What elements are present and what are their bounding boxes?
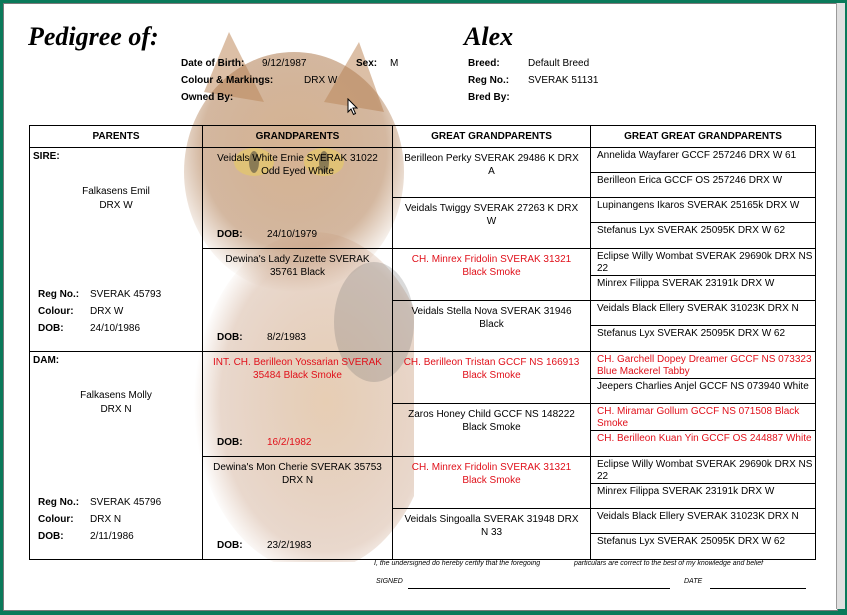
great-great-grandparent-cell — [591, 534, 816, 560]
grandparent-cell — [203, 457, 393, 560]
sire-dob-label: DOB: — [38, 323, 64, 334]
dam-colour-short: DRX N — [100, 404, 132, 415]
sire-cell — [30, 148, 203, 352]
ggg-name: Stefanus Lyx SVERAK 25095K DRX W 62 — [597, 328, 786, 339]
great-grandparent-name: CH. Minrex Fridolin SVERAK 31321 Black Smoke — [411, 254, 572, 278]
ggg-name: Berilleon Erica GCCF OS 257246 DRX W — [597, 175, 783, 186]
great-great-grandparent-cell — [591, 148, 816, 173]
dam-dob-label: DOB: — [38, 531, 64, 542]
col-header-great-grandparents: GREAT GRANDPARENTS — [393, 126, 591, 148]
signature-line — [408, 588, 670, 589]
great-grandparent-name: Zaros Honey Child GCCF NS 148222 Black Smoke — [408, 409, 575, 433]
great-grandparent-cell — [393, 509, 591, 560]
ggg-name: CH. Garchell Dopey Dreamer GCCF NS 073323 Blue Mackerel Tabby — [597, 354, 812, 377]
sire-colour-short: DRX W — [99, 200, 133, 211]
great-great-grandparent-cell — [591, 379, 816, 404]
great-great-grandparent-cell — [591, 484, 816, 509]
ggg-name: Veidals Black Ellery SVERAK 31023K DRX N — [597, 511, 799, 522]
grandparent-dob: 24/10/1979 — [267, 229, 318, 240]
grandparent-cell — [203, 249, 393, 352]
sire-reg: SVERAK 45793 — [90, 289, 162, 300]
great-grandparent-name: CH. Minrex Fridolin SVERAK 31321 Black Smoke — [411, 462, 572, 486]
great-grandparent-cell — [393, 198, 591, 249]
ggg-name: Minrex Filippa SVERAK 23191k DRX W — [597, 486, 775, 497]
page-title: Pedigree of: — [28, 22, 159, 51]
great-grandparent-name: Veidals Twiggy SVERAK 27263 K DRX W — [404, 203, 579, 227]
col-header-great-great-grandparents: GREAT GREAT GRANDPARENTS — [591, 126, 816, 148]
pedigree-table — [29, 125, 816, 560]
ggg-name: Annelida Wayfarer GCCF 257246 DRX W 61 — [597, 150, 797, 161]
reg-label: Reg No.: — [468, 75, 510, 86]
ggg-name: Eclipse Willy Wombat SVERAK 29690k DRX NS 22 — [597, 251, 813, 274]
dam-dob: 2/11/1986 — [90, 531, 134, 542]
great-grandparent-cell — [393, 148, 591, 198]
great-grandparent-cell — [393, 249, 591, 301]
colour-label: Colour & Markings: — [181, 75, 274, 86]
grandparent-dob: 8/2/1983 — [267, 332, 306, 343]
great-grandparent-name: Veidals Singoalla SVERAK 31948 DRX N 33 — [404, 514, 579, 538]
great-great-grandparent-cell — [591, 404, 816, 431]
dam-reg-label: Reg No.: — [38, 497, 80, 508]
ggg-name: CH. Berilleon Kuan Yin GCCF OS 244887 White — [597, 433, 812, 444]
sire-dob: 24/10/1986 — [90, 323, 141, 334]
window-edge-scrollbar[interactable] — [836, 3, 845, 609]
great-great-grandparent-cell — [591, 223, 816, 249]
great-grandparent-cell — [393, 301, 591, 352]
certification-text-right: particulars are correct to the best of my knowledge and belief — [574, 560, 764, 567]
grandparent-cell — [203, 148, 393, 249]
sex-value: M — [390, 58, 399, 69]
bred-label: Bred By: — [468, 92, 510, 103]
sire-colour-label: Colour: — [38, 306, 74, 317]
dam-colour-label: Colour: — [38, 514, 74, 525]
col-header-parents: PARENTS — [30, 126, 203, 148]
great-great-grandparent-cell — [591, 276, 816, 301]
reg-value: SVERAK 51131 — [528, 75, 599, 86]
grandparent-dob: 23/2/1983 — [267, 540, 312, 551]
great-grandparent-cell — [393, 404, 591, 457]
grandparent-dob-label: DOB: — [217, 332, 243, 343]
ggg-name: Minrex Filippa SVERAK 23191k DRX W — [597, 278, 775, 289]
great-great-grandparent-cell — [591, 173, 816, 198]
owned-label: Owned By: — [181, 92, 234, 103]
grandparent-dob-label: DOB: — [217, 229, 243, 240]
sire-label: SIRE: — [33, 151, 60, 162]
ggg-name: Eclipse Willy Wombat SVERAK 29690k DRX NS 22 — [597, 459, 813, 482]
great-grandparent-cell — [393, 352, 591, 404]
great-great-grandparent-cell — [591, 326, 816, 352]
dam-name: Falkasens Molly — [80, 390, 152, 401]
breed-label: Breed: — [468, 58, 500, 69]
dam-colour: DRX N — [90, 514, 122, 525]
grandparent-name: Veidals White Ernie SVERAK 31022 Odd Eyed White — [217, 153, 378, 177]
dob-value: 9/12/1987 — [262, 58, 307, 69]
grandparent-dob: 16/2/1982 — [267, 437, 312, 448]
pedigree-document — [3, 3, 838, 611]
great-great-grandparent-cell — [591, 352, 816, 379]
colour-value: DRX W — [304, 75, 338, 86]
dam-cell — [30, 352, 203, 560]
grandparent-dob-label: DOB: — [217, 437, 243, 448]
ggg-name: Stefanus Lyx SVERAK 25095K DRX W 62 — [597, 225, 786, 236]
dam-label: DAM: — [33, 355, 60, 366]
ggg-name: Veidals Black Ellery SVERAK 31023K DRX N — [597, 303, 799, 314]
date-line — [710, 588, 806, 589]
breed-value: Default Breed — [528, 58, 590, 69]
great-great-grandparent-cell — [591, 249, 816, 276]
cat-name: Alex — [464, 22, 514, 51]
great-grandparent-name: CH. Berilleon Tristan GCCF NS 166913 Black Smoke — [403, 357, 580, 381]
great-grandparent-name: Veidals Stella Nova SVERAK 31946 Black — [411, 306, 572, 330]
great-great-grandparent-cell — [591, 509, 816, 534]
ggg-name: Jeepers Charlies Anjel GCCF NS 073940 White — [597, 381, 809, 392]
great-great-grandparent-cell — [591, 431, 816, 457]
sire-name: Falkasens Emil — [82, 186, 150, 197]
dam-reg: SVERAK 45796 — [90, 497, 162, 508]
great-grandparent-cell — [393, 457, 591, 509]
ggg-name: Lupinangens Ikaros SVERAK 25165k DRX W — [597, 200, 800, 211]
grandparent-name: Dewina's Lady Zuzette SVERAK 35761 Black — [225, 254, 370, 278]
sire-reg-label: Reg No.: — [38, 289, 80, 300]
grandparent-cell — [203, 352, 393, 457]
grandparent-name: Dewina's Mon Cherie SVERAK 35753 DRX N — [213, 462, 382, 486]
grandparent-dob-label: DOB: — [217, 540, 243, 551]
great-great-grandparent-cell — [591, 457, 816, 484]
col-header-grandparents: GRANDPARENTS — [203, 126, 393, 148]
ggg-name: Stefanus Lyx SVERAK 25095K DRX W 62 — [597, 536, 786, 547]
certification-text-left: I, the undersigned do hereby certify that the foregoing — [374, 560, 541, 567]
dob-label: Date of Birth: — [181, 58, 245, 69]
great-great-grandparent-cell — [591, 198, 816, 223]
ggg-name: CH. Miramar Gollum GCCF NS 071508 Black Smoke — [597, 406, 800, 429]
grandparent-name: INT. CH. Berilleon Yossarian SVERAK 35484 Black Smoke — [213, 357, 382, 381]
great-grandparent-name: Berilleon Perky SVERAK 29486 K DRX A — [404, 153, 579, 177]
sire-colour: DRX W — [90, 306, 124, 317]
signed-label: SIGNED — [376, 578, 403, 585]
great-great-grandparent-cell — [591, 301, 816, 326]
mouse-pointer-icon — [347, 98, 359, 116]
date-label: DATE — [684, 578, 703, 585]
sex-label: Sex: — [356, 58, 378, 69]
